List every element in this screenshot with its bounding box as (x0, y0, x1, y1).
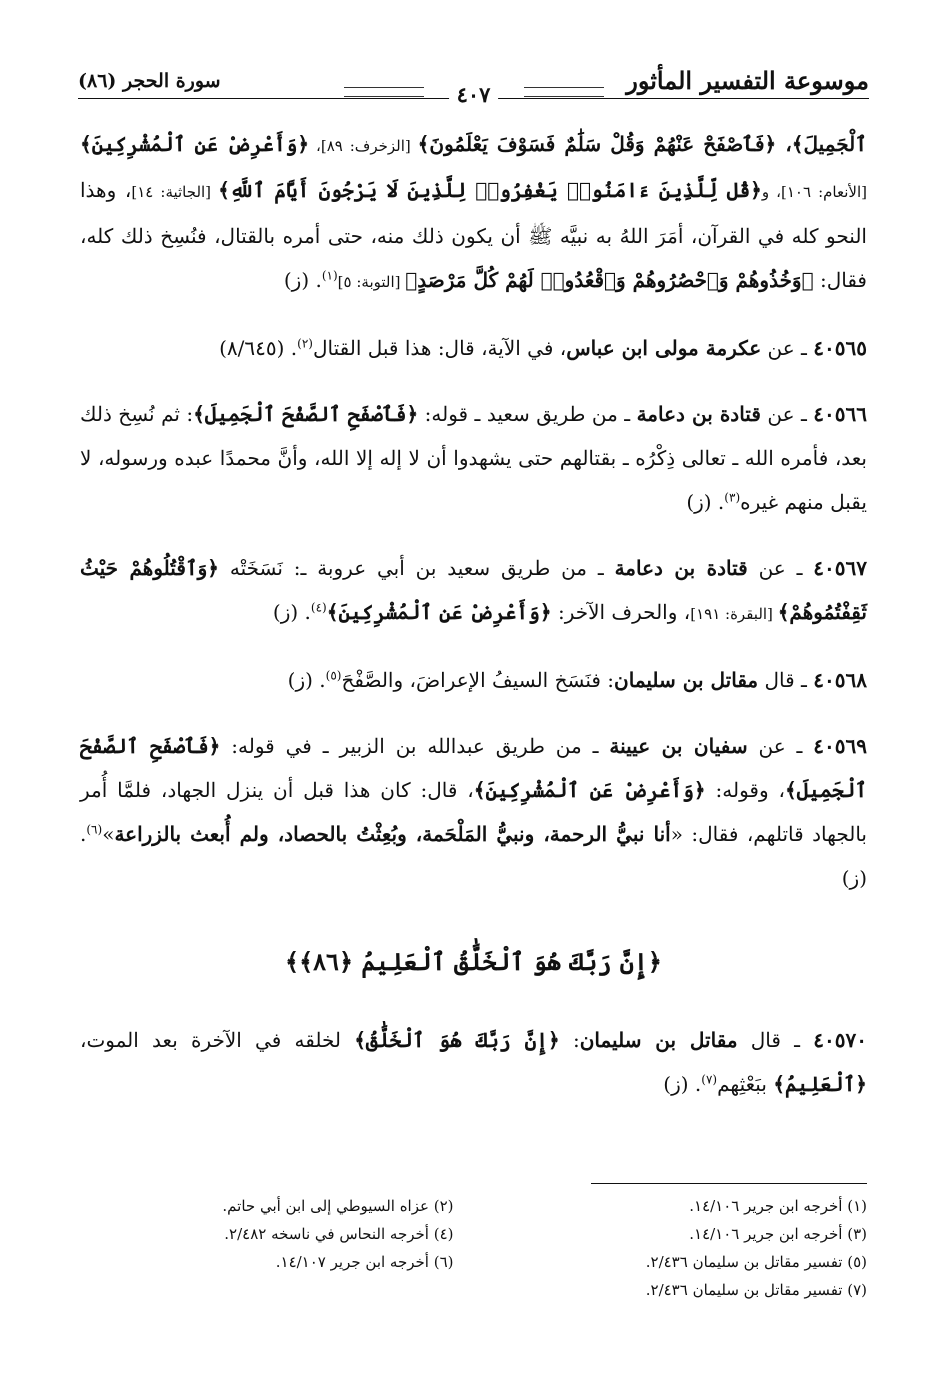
narrator-name: عكرمة مولى ابن عباس (566, 336, 762, 360)
footnote: (٤) أخرجه النحاس في ناسخه ٢/٤٨٢. (224, 1225, 454, 1243)
quran-text: ﴿قُل لِّلَّذِينَ ءَامَنُوا۟ يَغْفِرُوا۟ لِلَّذِينَ لَا يَرْجُونَ أَيَّامَ ٱللَّهِ﴾ (218, 178, 762, 202)
entry-number: ٤٠٥٦٦ (813, 402, 867, 426)
footnotes (80, 1192, 867, 1304)
quran-text: ﴿إِنَّ رَبَّكَ هُوَ ٱلْخَلَّٰقُ﴾ (354, 1028, 560, 1052)
entry-number: ٤٠٥٦٩ (813, 734, 868, 758)
entry-paragraph (80, 1018, 867, 1106)
footnote-marker: (١) (321, 268, 338, 283)
page-body (80, 122, 867, 1106)
quran-text: ﴿وَٱقْتُلُوهُمْ حَيْثُ ثَقِفْتُمُوهُمْ﴾ (80, 556, 867, 624)
body-text: ، وهذا النحو كله في القرآن، أمَرَ اللهُ به نبيَّه ﷺ أن يكون ذلك منه، حتى أمره بالقتال، فنُسِخ ذلك كله، فقال: (80, 178, 867, 292)
body-text: ـ عن (747, 556, 814, 580)
footnote: (٥) تفسير مقاتل بن سليمان ٢/٤٣٦. (645, 1253, 867, 1271)
footnote: (٧) تفسير مقاتل بن سليمان ٢/٤٣٦. (645, 1281, 867, 1299)
footnote-marker: (٥) (325, 668, 342, 683)
entry-number: ٤٠٥٧٠ (813, 1028, 867, 1052)
footnote: (٦) أخرجه ابن جرير ١٤/١٠٧. (275, 1253, 454, 1271)
entry-tail: . (ز) (686, 490, 725, 514)
ornament-right (524, 87, 604, 97)
narrator-name: قتادة بن دعامة (614, 556, 748, 580)
narrator-name: قتادة بن دعامة (636, 402, 761, 426)
body-text: ـ قال (737, 1028, 814, 1052)
body-text: ـ قال (758, 668, 814, 692)
verse-heading: ﴿إِنَّ رَبَّكَ هُوَ ٱلْخَلَّٰقُ ٱلْعَلِيمُ ﴿٨٦﴾﴾ (285, 947, 662, 976)
quran-text: ﴿وَأَعْرِضْ عَنِ ٱلْمُشْرِكِينَ﴾ (80, 132, 310, 156)
quran-text: ﴿فَٱصْفَحِ ٱلصَّفْحَ ٱلْجَمِيلَ﴾ (80, 734, 868, 802)
page-header (78, 62, 869, 107)
footnote-rule (591, 1183, 867, 1184)
hadith-text: أنا نبيُّ الرحمة، ونبيُّ المَلْحَمة، وبُعِثْتُ بالحصاد، ولم أُبعث بالزراعة (114, 822, 671, 846)
entry-tail: . (ز) (80, 822, 867, 890)
body-text: ، وقوله: (705, 778, 785, 802)
body-text: ـ من طريق عبدالله بن الزبير ـ في قوله: (220, 734, 610, 758)
quran-text: ﴿وَخُذُوهُمْ وَٱحْصُرُوهُمْ وَٱقْعُدُوا۟ لَهُمْ كُلَّ مَرْصَدٍ﴾ (405, 268, 814, 292)
entry-tail: . (ز) (663, 1072, 702, 1096)
quran-text: ﴿وَأَعْرِضْ عَنِ ٱلْمُشْرِكِينَ﴾ (326, 600, 552, 624)
body-text: ، والحرف الآخر: (551, 600, 691, 624)
body-text: ـ عن (760, 402, 814, 426)
surah-title: سورة الحجر (٨٦) (78, 70, 221, 92)
verse-reference: [الجاثية: ١٤] (131, 183, 219, 201)
ornament-left (344, 87, 424, 97)
narrator-name: مقاتل بن سليمان (579, 1028, 738, 1052)
footnote-marker: (٦) (86, 822, 103, 837)
quran-text: ٱلْجَمِيلَ﴾، (776, 132, 867, 156)
footnote-marker: (٣) (724, 490, 741, 505)
entry-number: ٤٠٥٦٨ (813, 668, 867, 692)
body-text: ـ عن (761, 336, 814, 360)
verse-reference: [البقرة: ١٩١] (690, 605, 778, 623)
verse-reference: [الأنعام: ١٠٦]، و (761, 183, 867, 201)
body-text: : فنَسَخ السيفُ الإعراضَ، والصَّفْحَ (341, 668, 615, 692)
entry-paragraph (80, 546, 867, 636)
quran-text: ﴿فَٱصْفَحِ ٱلصَّفْحَ ٱلْجَمِيلَ﴾ (193, 402, 419, 426)
verse-reference: [التوبة: ٥] (337, 273, 406, 291)
body-text: ، في الآية، قال: هذا قبل القتال (312, 336, 567, 360)
narrator-name: سفيان بن عيينة (609, 734, 748, 758)
footnote-marker: (٤) (310, 600, 327, 615)
footnote-marker: (٧) (701, 1072, 718, 1087)
footnote: (٢) عزاه السيوطي إلى ابن أبي حاتم. (222, 1197, 454, 1215)
page-number: ٤٠٧ (449, 82, 499, 107)
body-text: لخلقه في الآخرة بعد الموت، (80, 1028, 355, 1052)
quran-text: ﴿ٱلْعَلِيمُ﴾ (773, 1072, 867, 1096)
entry-paragraph (80, 326, 867, 370)
entry-tail: . (ز) (272, 600, 311, 624)
entry-number: ٤٠٥٦٥ (813, 336, 867, 360)
body-text: ـ عن (747, 734, 814, 758)
quran-text: ﴿وَأَعْرِضْ عَنِ ٱلْمُشْرِكِينَ﴾ (473, 778, 706, 802)
body-text: ـ من طريق سعيد ـ قوله: (418, 402, 637, 426)
body-text: : ثم نُسِخ ذلك بعد، فأمره الله ـ تعالى ذِكْرُه ـ بقتالهم حتى يشهدوا أن لا إله إلا الله، وأنَّ محمدًا عبده ورسوله، لا يقبل منهم غيره (80, 402, 867, 514)
body-text: : (559, 1028, 580, 1052)
footnote: (٣) أخرجه ابن جرير ١٤/١٠٦. (689, 1225, 867, 1243)
entry-tail: . (ز) (287, 668, 326, 692)
entry-tail: . (ز) (283, 268, 322, 292)
footnote-marker: (٢) (297, 336, 313, 351)
body-text: ببَعْثِهم (717, 1072, 774, 1096)
entry-paragraph (80, 392, 867, 524)
body-text: ـ من طريق سعيد بن أبي عروبة ـ: نَسَخَتْه (219, 556, 615, 580)
quran-text: ﴿فَٱصْفَحْ عَنْهُمْ وَقُلْ سَلَٰمٌ فَسَوْفَ يَعْلَمُونَ﴾ (417, 132, 777, 156)
verse-reference: [الزخرف: ٨٩]، (309, 137, 418, 155)
book-title: موسوعة التفسير المأثور (626, 66, 869, 95)
entry-paragraph (80, 724, 867, 900)
body-text: ، قال: كان هذا قبل أن ينزل الجهاد، فلمَّا أُمر بالجهاد قاتلهم، فقال: « (80, 778, 867, 846)
entry-tail: . (٨/٦٤٥) (219, 336, 298, 360)
footnote: (١) أخرجه ابن جرير ١٤/١٠٦. (689, 1197, 867, 1215)
body-text: » (102, 822, 115, 846)
narrator-name: مقاتل بن سليمان (614, 668, 759, 692)
entry-number: ٤٠٥٦٧ (813, 556, 867, 580)
continuation-paragraph (80, 122, 867, 304)
entry-paragraph (80, 658, 867, 702)
